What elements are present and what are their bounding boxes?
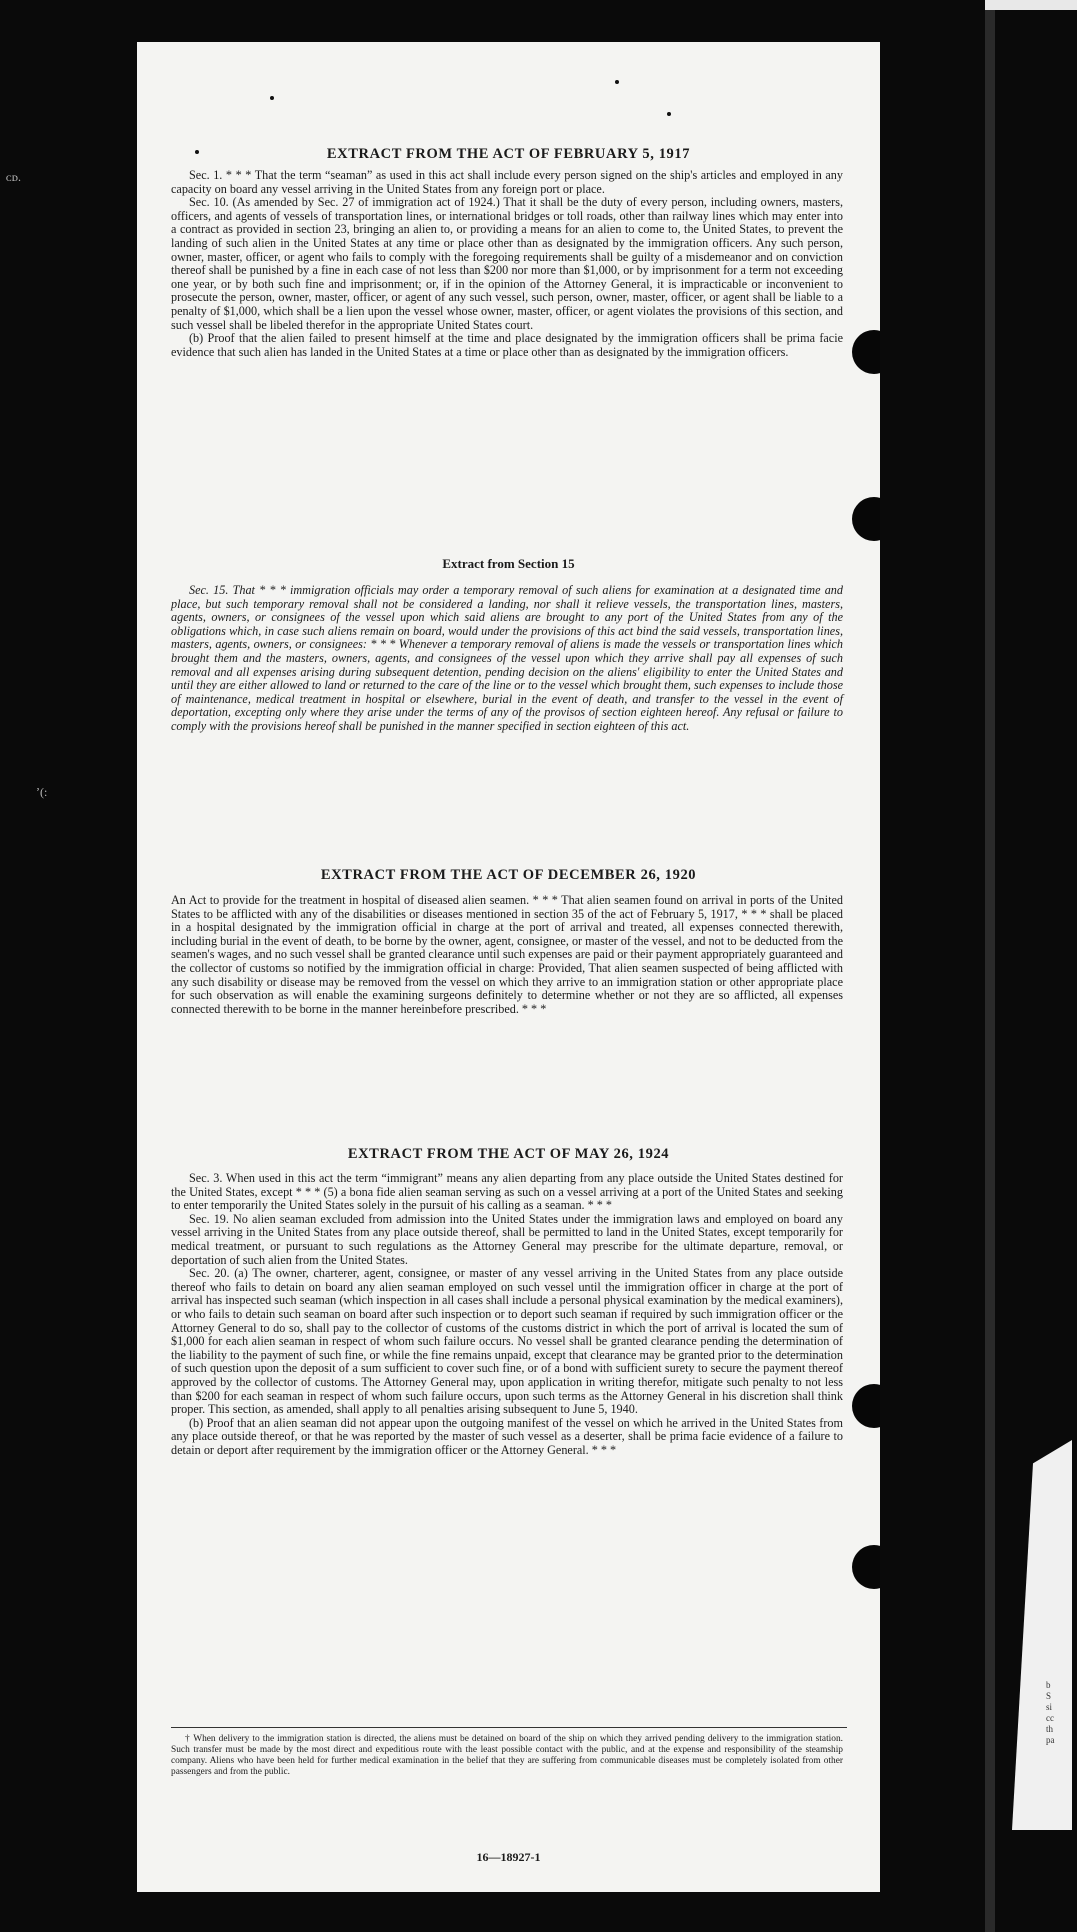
footnote-text: † When delivery to the immigration station is directed, the aliens must be detained on board of the ship on which they arrived pending delivery to the immigration station. Such transfer must be made by the most direct and expeditious route with the least possible contact with the public, and at the expense and responsibility of the steamship company. Aliens who have been held for further medical examination in the belief that they are suffering from communicable diseases must be completely isolated from other passengers and from the public. — [171, 1734, 843, 1777]
sec3-paragraph: Sec. 3. When used in this act the term “immigrant” means any alien departing from any place outside the United States destined for the United States, except * * * (5) a bona fide alien seaman serving as such on a vessel arriving at a port of the United States and seeking to enter temporarily the United States solely in the pursuit of his calling as a seaman. * * * — [171, 1171, 843, 1213]
back-page-text-fragment: b S si cc th pa — [1046, 1680, 1055, 1745]
sec19-paragraph: Sec. 19. No alien seaman excluded from admission into the United States under the immigration laws and employed on board any vessel arriving in the United States from any place outside thereof, shall be permitted to land in the United States, except temporarily for medical treatment, or pursuant to such regulations as the Attorney General may prescribe for the ultimate departure, removal, or deportation of such alien from the United States. — [171, 1211, 843, 1267]
heading-act-1924: EXTRACT FROM THE ACT OF MAY 26, 1924 — [347, 1146, 670, 1162]
speck — [270, 96, 274, 100]
sec20b-paragraph: (b) Proof that an alien seaman did not appear upon the outgoing manifest of the vessel on which he arrived in the United States from any place outside thereof, or that he was reported by the master of such vessel as a deserter, shall be prima facie evidence of a failure to detain or deport after requirement by the immigration officer or the Attorney General. * * * — [171, 1415, 843, 1457]
section-1917-body — [171, 169, 843, 359]
speck — [615, 80, 619, 84]
footnote-divider — [171, 1727, 847, 1728]
section-15-body — [171, 584, 843, 734]
punch-hole-4 — [852, 1545, 880, 1589]
scan-edge-right — [985, 10, 995, 1932]
footnote — [171, 1734, 843, 1778]
back-page-sheet — [1012, 1440, 1072, 1830]
heading-section-15: Extract from Section 15 — [442, 556, 575, 571]
sec10b-paragraph: (b) Proof that the alien failed to present himself at the time and place designated by the immigration officers shall be prima facie evidence that such alien has landed in the United States at a time or place other than as designated by the immigration officers. — [171, 331, 843, 359]
sec15-paragraph: Sec. 15. That * * * immigration officials may order a temporary removal of such aliens for examination at a designated time and place, but such temporary removal shall not be considered a landing, nor shall it relieve vessels, the transportation lines, masters, agents, owners, or consignees of the vessel upon which said aliens are brought to any port of the United States from any of the obligations which, in case such aliens remain on board, would under the provisions of this act bind the said vessels, transportation lines, masters, agents, owners, or consignees: * * * Whenever a temporary removal of aliens is made the vessels or transportation lines which brought them and the masters, owners, agents, and consignees of the vessel upon which they arrive shall pay all expenses of such removal and all expenses arising during subsequent detention, pending decision on the aliens' eligibility to enter the United States and until they are either allowed to land or returned to the care of the line or to the vessel which brought them, such expenses to include those of maintenance, medical treatment in hospital or elsewhere, burial in the event of death, and transfer to the vessel in the event of deportation, excepting only where they arise under the terms of any of the provisos of section eighteen hereof. Any refusal or failure to comply with the provisions hereof shall be punished in the manner specified in section eighteen of this act. — [171, 583, 843, 733]
sec1-paragraph: Sec. 1. * * * That the term “seaman” as used in this act shall include every person signed on the ship's articles and employed in any capacity on board any vessel arriving in the United States from any foreign port or place. — [171, 168, 843, 196]
punch-hole-3 — [852, 1384, 880, 1428]
act1920-paragraph: An Act to provide for the treatment in hospital of diseased alien seamen. * * * That alien seamen found on arrival in ports of the United States to be afflicted with any of the disabilities or diseases mentioned in section 35 of the act of February 5, 1917, * * * shall be placed in a hospital designated by the immigration official in charge at the port of arrival and treated, all expenses connected therewith, including burial in the event of death, to be borne by the owner, agent, consignee, or master of the vessel, and not to be deducted from the seamen's wages, and no such vessel shall be granted clearance until such expenses are paid or their payment appropriately guaranteed and the collector of customs so notified by the immigration official in charge: Provided, That alien seamen suspected of being afflicted with any such disability or disease may be removed from the vessel on which they arrive to an immigration station or other appropriate place for such observation as will enable the examining surgeons definitely to determine whether or not they are so afflicted, all expenses connected therewith to be borne in the manner hereinbefore prescribed. * * * — [171, 893, 843, 1016]
speck — [667, 112, 671, 116]
punch-hole-1 — [852, 330, 880, 374]
document-number: 16—18927-1 — [476, 1850, 541, 1864]
heading-act-1917: EXTRACT FROM THE ACT OF FEBRUARY 5, 1917 — [326, 146, 691, 162]
margin-mark-left-2: ʼ(: — [36, 785, 48, 799]
sec10a-paragraph: Sec. 10. (As amended by Sec. 27 of immigration act of 1924.) That it shall be the duty of every person, including owners, masters, officers, and agents of vessels of transportation lines, or international bridges or toll roads, other than railway lines which may enter into a contract as provided in section 23, bringing an alien to, or providing a means for an alien to come to, the United States, to prevent the landing of such alien in the United States at any time or place other than as designated by the immigration officers. Any such person, owner, master, officer, or agent who fails to comply with the foregoing requirements shall be guilty of a misdemeanor and on conviction thereof shall be punished by a fine in each case of not less than $200 nor more than $1,000, or by imprisonment for a term not exceeding one year, or by both such fine and imprisonment; or, if in the opinion of the Attorney General, it is impracticable or inconvenient to prosecute the person, owner, master, officer, or agent of any such vessel, such person, owner, master, officer, or agent shall be liable to a penalty of $1,000, which shall be a lien upon the vessel whose owner, master, officer, or agent violates the provisions of this section, and such vessel shall be libeled therefor in the appropriate United States court. — [171, 195, 843, 332]
scan-edge-top — [985, 0, 1077, 10]
heading-act-1920: EXTRACT FROM THE ACT OF DECEMBER 26, 1920 — [320, 867, 697, 883]
document-page — [137, 42, 880, 1892]
margin-mark-left: ᴄᴅ. — [6, 170, 22, 184]
sec20a-paragraph: Sec. 20. (a) The owner, charterer, agent, consignee, or master of any vessel arriving in the United States from any place outside thereof who fails to detain on board any alien seaman employed on such vessel until the immigration officer in charge at the port of arrival has inspected such seaman (which inspection in all cases shall include a personal physical examination by the medical examiners), or who fails to detain such seaman on board after such inspection or to deport such seaman if required by such immigration officer or the Attorney General to do so, shall pay to the collector of customs of the customs district in which the port of arrival is located the sum of $1,000 for each alien seaman in respect of whom such failure occurs. No vessel shall be granted clearance pending the determination of the liability to the payment of such fine, or while the fine remains unpaid, except that clearance may be granted prior to the determination of such question upon the deposit of a sum sufficient to cover such fine, or of a bond with sufficient surety to secure the payment thereof approved by the collector of customs. The Attorney General may, upon application in writing therefor, mitigate such penalty to not less than $200 for each seaman in respect of whom such failure occurs, upon such terms as the Attorney General in his discretion shall think proper. This section, as amended, shall apply to all penalties arising subsequent to June 5, 1940. — [171, 1266, 843, 1417]
section-1920-body — [171, 894, 843, 1016]
punch-hole-2 — [852, 497, 880, 541]
section-1924-body — [171, 1172, 843, 1457]
